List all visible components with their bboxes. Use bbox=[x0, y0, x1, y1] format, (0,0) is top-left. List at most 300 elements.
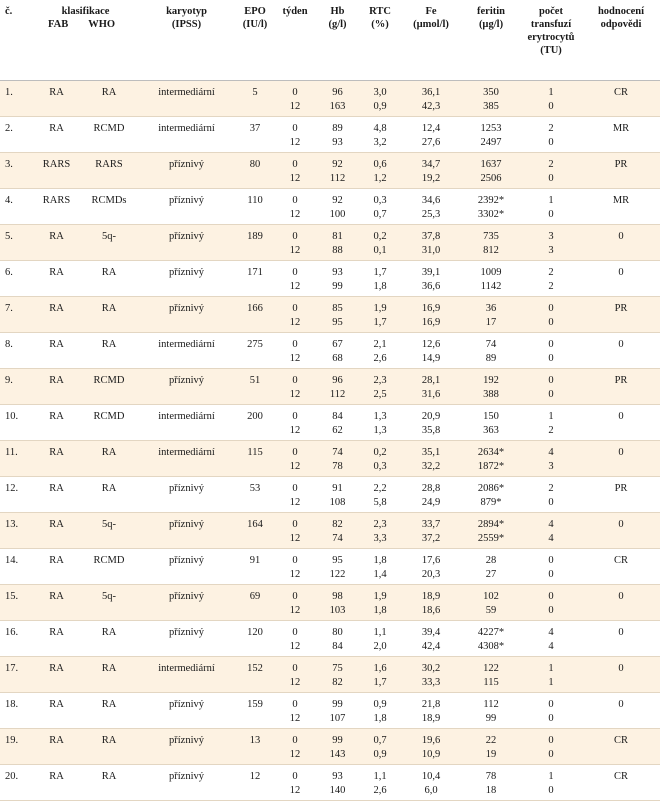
cell-fe-value: 6,0 bbox=[424, 784, 438, 796]
cell-feritin-value: 2559* bbox=[477, 532, 505, 544]
header-fab: FAB bbox=[47, 19, 69, 30]
cell-karyotyp: příznivý bbox=[138, 620, 235, 656]
cell-rtc bbox=[360, 440, 400, 476]
cell-no: 18. bbox=[0, 692, 33, 728]
cell-transfusions bbox=[520, 404, 582, 440]
cell-transfusions-value: 4 bbox=[548, 640, 554, 652]
cell-hb-value: 112 bbox=[329, 388, 346, 400]
cell-tyden-value: 0 bbox=[292, 590, 298, 602]
cell-tyden bbox=[275, 476, 315, 512]
cell-transfusions-value: 3 bbox=[548, 230, 554, 242]
cell-feritin-value: 19 bbox=[485, 748, 497, 760]
cell-hb bbox=[315, 620, 360, 656]
cell-hb-value: 100 bbox=[329, 208, 346, 220]
cell-transfusions bbox=[520, 440, 582, 476]
cell-feritin-value: 879* bbox=[480, 496, 502, 508]
cell-transfusions-value: 0 bbox=[548, 748, 554, 760]
cell-rtc-value: 1,1 bbox=[373, 770, 387, 782]
cell-response: 0 bbox=[582, 260, 660, 296]
cell-hb-value: 108 bbox=[329, 496, 346, 508]
cell-hb-value: 99 bbox=[332, 280, 343, 292]
cell-epo: 164 bbox=[235, 512, 275, 548]
cell-transfusions-value: 1 bbox=[548, 676, 554, 688]
cell-feritin bbox=[462, 476, 520, 512]
cell-rtc bbox=[360, 188, 400, 224]
cell-rtc bbox=[360, 728, 400, 764]
cell-fe bbox=[400, 692, 462, 728]
cell-tyden bbox=[275, 584, 315, 620]
cell-hb-value: 99 bbox=[332, 734, 343, 746]
cell-rtc-value: 2,3 bbox=[373, 374, 387, 386]
cell-hb-value: 93 bbox=[332, 136, 343, 148]
header-row bbox=[0, 0, 660, 80]
cell-hb-value: 103 bbox=[329, 604, 346, 616]
cell-hb bbox=[315, 656, 360, 692]
cell-transfusions bbox=[520, 692, 582, 728]
cell-feritin-value: 17 bbox=[485, 316, 497, 328]
cell-karyotyp: příznivý bbox=[138, 368, 235, 404]
cell-transfusions-value: 1 bbox=[548, 194, 554, 206]
cell-rtc bbox=[360, 152, 400, 188]
cell-transfusions bbox=[520, 188, 582, 224]
cell-response: 0 bbox=[582, 620, 660, 656]
cell-transfusions-value: 0 bbox=[548, 338, 554, 350]
cell-hb bbox=[315, 548, 360, 584]
cell-feritin-value: 78 bbox=[485, 770, 497, 782]
cell-fe bbox=[400, 80, 462, 116]
cell-epo: 51 bbox=[235, 368, 275, 404]
cell-rtc-value: 1,8 bbox=[373, 554, 387, 566]
cell-karyotyp: příznivý bbox=[138, 260, 235, 296]
cell-rtc-value: 2,6 bbox=[373, 352, 387, 364]
cell-rtc bbox=[360, 656, 400, 692]
cell-hb-value: 95 bbox=[332, 316, 343, 328]
cell-tyden-value: 0 bbox=[292, 230, 298, 242]
cell-tyden bbox=[275, 116, 315, 152]
cell-fe bbox=[400, 296, 462, 332]
cell-rtc-value: 1,3 bbox=[373, 424, 387, 436]
cell-rtc bbox=[360, 116, 400, 152]
cell-fe bbox=[400, 656, 462, 692]
cell-karyotyp: intermediární bbox=[138, 332, 235, 368]
cell-rtc bbox=[360, 476, 400, 512]
cell-fab: RA bbox=[33, 692, 80, 728]
cell-feritin bbox=[462, 404, 520, 440]
header-hb: Hb (g/l) bbox=[315, 0, 360, 80]
cell-karyotyp: příznivý bbox=[138, 548, 235, 584]
cell-karyotyp: příznivý bbox=[138, 512, 235, 548]
cell-fab: RA bbox=[33, 764, 80, 800]
cell-fab: RA bbox=[33, 548, 80, 584]
cell-hb-value: 99 bbox=[332, 698, 343, 710]
cell-feritin-value: 2086* bbox=[477, 482, 505, 494]
cell-transfusions-value: 2 bbox=[548, 280, 554, 292]
cell-hb bbox=[315, 368, 360, 404]
cell-epo: 166 bbox=[235, 296, 275, 332]
cell-transfusions-value: 0 bbox=[548, 784, 554, 796]
cell-feritin bbox=[462, 728, 520, 764]
cell-tyden-value: 0 bbox=[292, 122, 298, 134]
cell-tyden bbox=[275, 764, 315, 800]
cell-rtc-value: 1,7 bbox=[373, 316, 387, 328]
cell-tyden-value: 12 bbox=[289, 496, 301, 508]
cell-feritin-value: 89 bbox=[485, 352, 497, 364]
cell-response: PR bbox=[582, 476, 660, 512]
cell-feritin-value: 1009 bbox=[480, 266, 502, 278]
cell-tyden bbox=[275, 152, 315, 188]
cell-feritin bbox=[462, 692, 520, 728]
cell-fe bbox=[400, 332, 462, 368]
cell-no: 10. bbox=[0, 404, 33, 440]
header-karyotyp: karyotyp (IPSS) bbox=[138, 0, 235, 80]
cell-rtc bbox=[360, 368, 400, 404]
cell-epo: 80 bbox=[235, 152, 275, 188]
cell-fe-value: 42,3 bbox=[421, 100, 441, 112]
cell-rtc bbox=[360, 620, 400, 656]
cell-who: RA bbox=[80, 728, 138, 764]
cell-rtc-value: 1,2 bbox=[373, 172, 387, 184]
cell-transfusions bbox=[520, 620, 582, 656]
cell-hb-value: 85 bbox=[332, 302, 343, 314]
cell-hb-value: 96 bbox=[332, 374, 343, 386]
cell-rtc-value: 0,9 bbox=[373, 100, 387, 112]
header-transfusions: počet transfuzí erytrocytů (TU) bbox=[520, 0, 582, 80]
cell-fab: RA bbox=[33, 116, 80, 152]
cell-karyotyp: příznivý bbox=[138, 584, 235, 620]
table-row bbox=[0, 728, 660, 764]
cell-fe bbox=[400, 116, 462, 152]
cell-feritin-value: 735 bbox=[483, 230, 499, 242]
cell-no: 4. bbox=[0, 188, 33, 224]
cell-rtc-value: 1,6 bbox=[373, 662, 387, 674]
cell-tyden-value: 12 bbox=[289, 532, 301, 544]
cell-fe-value: 10,4 bbox=[421, 770, 441, 782]
cell-hb bbox=[315, 332, 360, 368]
cell-fab: RA bbox=[33, 512, 80, 548]
cell-tyden-value: 0 bbox=[292, 86, 298, 98]
cell-who: RA bbox=[80, 476, 138, 512]
cell-hb-value: 84 bbox=[332, 640, 343, 652]
cell-transfusions-value: 0 bbox=[548, 554, 554, 566]
cell-no: 1. bbox=[0, 80, 33, 116]
cell-hb-value: 88 bbox=[332, 244, 343, 256]
table-row bbox=[0, 332, 660, 368]
cell-feritin bbox=[462, 656, 520, 692]
cell-feritin bbox=[462, 584, 520, 620]
cell-karyotyp: příznivý bbox=[138, 152, 235, 188]
cell-fe bbox=[400, 476, 462, 512]
cell-hb-value: 143 bbox=[329, 748, 346, 760]
cell-epo: 152 bbox=[235, 656, 275, 692]
cell-fe-value: 16,9 bbox=[421, 316, 441, 328]
cell-hb-value: 82 bbox=[332, 518, 343, 530]
cell-rtc bbox=[360, 764, 400, 800]
cell-rtc-value: 3,0 bbox=[373, 86, 387, 98]
cell-hb-value: 163 bbox=[329, 100, 346, 112]
cell-feritin-value: 1637 bbox=[480, 158, 502, 170]
cell-no: 7. bbox=[0, 296, 33, 332]
cell-tyden-value: 12 bbox=[289, 100, 301, 112]
cell-feritin-value: 1872* bbox=[477, 460, 505, 472]
cell-feritin bbox=[462, 368, 520, 404]
cell-fe bbox=[400, 224, 462, 260]
cell-hb bbox=[315, 116, 360, 152]
cell-hb-value: 95 bbox=[332, 554, 343, 566]
cell-fe-value: 32,2 bbox=[421, 460, 441, 472]
cell-fe-value: 31,0 bbox=[421, 244, 441, 256]
cell-hb-value: 96 bbox=[332, 86, 343, 98]
cell-no: 8. bbox=[0, 332, 33, 368]
cell-fab: RA bbox=[33, 404, 80, 440]
cell-hb-value: 78 bbox=[332, 460, 343, 472]
cell-fab: RA bbox=[33, 476, 80, 512]
cell-rtc bbox=[360, 260, 400, 296]
cell-who: RCMD bbox=[80, 404, 138, 440]
cell-hb bbox=[315, 224, 360, 260]
cell-tyden-value: 12 bbox=[289, 604, 301, 616]
cell-transfusions bbox=[520, 656, 582, 692]
cell-feritin-value: 74 bbox=[485, 338, 497, 350]
cell-tyden-value: 12 bbox=[289, 208, 301, 220]
cell-feritin bbox=[462, 620, 520, 656]
cell-tyden-value: 0 bbox=[292, 374, 298, 386]
table-row bbox=[0, 584, 660, 620]
cell-rtc bbox=[360, 332, 400, 368]
header-tyden: týden bbox=[275, 0, 315, 80]
cell-rtc-value: 2,2 bbox=[373, 482, 387, 494]
cell-tyden bbox=[275, 224, 315, 260]
cell-epo: 275 bbox=[235, 332, 275, 368]
cell-epo: 110 bbox=[235, 188, 275, 224]
cell-hb bbox=[315, 80, 360, 116]
table-row bbox=[0, 152, 660, 188]
cell-fe-value: 18,9 bbox=[421, 712, 441, 724]
cell-fab: RA bbox=[33, 332, 80, 368]
cell-feritin-value: 99 bbox=[485, 712, 497, 724]
cell-transfusions bbox=[520, 116, 582, 152]
cell-no: 17. bbox=[0, 656, 33, 692]
table-row bbox=[0, 404, 660, 440]
cell-feritin-value: 150 bbox=[483, 410, 499, 422]
cell-rtc-value: 1,8 bbox=[373, 280, 387, 292]
table-row bbox=[0, 80, 660, 116]
cell-feritin-value: 22 bbox=[485, 734, 497, 746]
cell-fe-value: 39,4 bbox=[421, 626, 441, 638]
cell-rtc bbox=[360, 80, 400, 116]
cell-response: PR bbox=[582, 152, 660, 188]
cell-tyden-value: 12 bbox=[289, 352, 301, 364]
cell-transfusions-value: 2 bbox=[548, 424, 554, 436]
cell-fe-value: 25,3 bbox=[421, 208, 441, 220]
cell-fe-value: 35,1 bbox=[421, 446, 441, 458]
cell-tyden-value: 0 bbox=[292, 410, 298, 422]
table-row bbox=[0, 368, 660, 404]
cell-rtc-value: 1,8 bbox=[373, 604, 387, 616]
cell-feritin-value: 2634* bbox=[477, 446, 505, 458]
cell-tyden-value: 0 bbox=[292, 662, 298, 674]
header-fe: Fe (µmol/l) bbox=[400, 0, 462, 80]
cell-feritin-value: 27 bbox=[485, 568, 497, 580]
cell-fe-value: 30,2 bbox=[421, 662, 441, 674]
cell-transfusions-value: 2 bbox=[548, 158, 554, 170]
cell-tyden bbox=[275, 512, 315, 548]
cell-karyotyp: intermediární bbox=[138, 80, 235, 116]
cell-rtc bbox=[360, 224, 400, 260]
cell-fe-value: 36,6 bbox=[421, 280, 441, 292]
cell-fab: RA bbox=[33, 656, 80, 692]
cell-tyden bbox=[275, 620, 315, 656]
cell-epo: 189 bbox=[235, 224, 275, 260]
cell-epo: 37 bbox=[235, 116, 275, 152]
cell-tyden-value: 12 bbox=[289, 280, 301, 292]
header-epo: EPO (IU/l) bbox=[235, 0, 275, 80]
cell-transfusions-value: 2 bbox=[548, 266, 554, 278]
cell-hb bbox=[315, 692, 360, 728]
cell-fab: RA bbox=[33, 584, 80, 620]
cell-fab: RA bbox=[33, 368, 80, 404]
cell-transfusions bbox=[520, 728, 582, 764]
cell-transfusions-value: 2 bbox=[548, 122, 554, 134]
cell-tyden-value: 12 bbox=[289, 748, 301, 760]
cell-tyden-value: 0 bbox=[292, 554, 298, 566]
cell-transfusions bbox=[520, 548, 582, 584]
cell-rtc-value: 2,3 bbox=[373, 518, 387, 530]
cell-rtc-value: 0,3 bbox=[373, 460, 387, 472]
cell-tyden bbox=[275, 548, 315, 584]
cell-transfusions bbox=[520, 368, 582, 404]
cell-transfusions-value: 0 bbox=[548, 316, 554, 328]
cell-response: CR bbox=[582, 80, 660, 116]
cell-feritin-value: 1142 bbox=[480, 280, 502, 292]
cell-hb-value: 93 bbox=[332, 266, 343, 278]
cell-feritin bbox=[462, 296, 520, 332]
cell-fe-value: 33,7 bbox=[421, 518, 441, 530]
cell-hb-value: 67 bbox=[332, 338, 343, 350]
cell-fe-value: 33,3 bbox=[421, 676, 441, 688]
header-who: WHO bbox=[88, 19, 116, 30]
cell-fab: RARS bbox=[33, 152, 80, 188]
cell-rtc-value: 1,7 bbox=[373, 266, 387, 278]
cell-tyden-value: 0 bbox=[292, 626, 298, 638]
cell-feritin bbox=[462, 332, 520, 368]
cell-hb bbox=[315, 188, 360, 224]
cell-feritin bbox=[462, 116, 520, 152]
cell-who: RA bbox=[80, 692, 138, 728]
cell-tyden-value: 0 bbox=[292, 158, 298, 170]
cell-fab: RA bbox=[33, 728, 80, 764]
table-row bbox=[0, 440, 660, 476]
cell-fe-value: 19,6 bbox=[421, 734, 441, 746]
cell-tyden-value: 12 bbox=[289, 424, 301, 436]
cell-transfusions-value: 0 bbox=[548, 496, 554, 508]
cell-epo: 12 bbox=[235, 764, 275, 800]
cell-no: 19. bbox=[0, 728, 33, 764]
cell-fe bbox=[400, 188, 462, 224]
cell-no: 13. bbox=[0, 512, 33, 548]
table-row bbox=[0, 116, 660, 152]
table-row bbox=[0, 620, 660, 656]
cell-who: RA bbox=[80, 80, 138, 116]
cell-transfusions bbox=[520, 296, 582, 332]
cell-transfusions bbox=[520, 584, 582, 620]
table-row bbox=[0, 260, 660, 296]
cell-tyden-value: 12 bbox=[289, 244, 301, 256]
cell-rtc bbox=[360, 512, 400, 548]
cell-fe bbox=[400, 404, 462, 440]
table-row bbox=[0, 764, 660, 800]
cell-hb-value: 92 bbox=[332, 194, 343, 206]
cell-tyden-value: 0 bbox=[292, 734, 298, 746]
cell-fe-value: 28,1 bbox=[421, 374, 441, 386]
cell-who: 5q- bbox=[80, 224, 138, 260]
cell-no: 5. bbox=[0, 224, 33, 260]
cell-fe bbox=[400, 440, 462, 476]
cell-tyden bbox=[275, 656, 315, 692]
table-row bbox=[0, 512, 660, 548]
cell-who: 5q- bbox=[80, 512, 138, 548]
cell-who: RA bbox=[80, 656, 138, 692]
cell-no: 9. bbox=[0, 368, 33, 404]
cell-fe bbox=[400, 584, 462, 620]
cell-feritin-value: 112 bbox=[483, 698, 499, 710]
cell-rtc bbox=[360, 404, 400, 440]
cell-feritin-value: 2506 bbox=[480, 172, 502, 184]
cell-response: CR bbox=[582, 548, 660, 584]
cell-tyden-value: 12 bbox=[289, 784, 301, 796]
cell-response: 0 bbox=[582, 224, 660, 260]
cell-feritin bbox=[462, 548, 520, 584]
cell-rtc-value: 0,9 bbox=[373, 698, 387, 710]
cell-tyden-value: 0 bbox=[292, 266, 298, 278]
cell-response: 0 bbox=[582, 656, 660, 692]
cell-fe-value: 10,9 bbox=[421, 748, 441, 760]
cell-tyden-value: 0 bbox=[292, 302, 298, 314]
cell-rtc bbox=[360, 548, 400, 584]
cell-response: 0 bbox=[582, 512, 660, 548]
cell-tyden-value: 0 bbox=[292, 194, 298, 206]
cell-transfusions-value: 0 bbox=[548, 388, 554, 400]
cell-hb bbox=[315, 440, 360, 476]
cell-no: 16. bbox=[0, 620, 33, 656]
cell-karyotyp: příznivý bbox=[138, 224, 235, 260]
cell-fab: RA bbox=[33, 296, 80, 332]
cell-epo: 91 bbox=[235, 548, 275, 584]
cell-transfusions-value: 4 bbox=[548, 532, 554, 544]
cell-feritin-value: 18 bbox=[485, 784, 497, 796]
cell-tyden-value: 12 bbox=[289, 172, 301, 184]
cell-feritin-value: 1253 bbox=[480, 122, 502, 134]
cell-tyden-value: 12 bbox=[289, 136, 301, 148]
cell-tyden-value: 0 bbox=[292, 518, 298, 530]
cell-rtc-value: 2,5 bbox=[373, 388, 387, 400]
cell-hb-value: 98 bbox=[332, 590, 343, 602]
cell-transfusions-value: 1 bbox=[548, 410, 554, 422]
cell-epo: 120 bbox=[235, 620, 275, 656]
table-body bbox=[0, 80, 660, 800]
cell-no: 15. bbox=[0, 584, 33, 620]
cell-transfusions-value: 3 bbox=[548, 244, 554, 256]
cell-rtc-value: 0,7 bbox=[373, 734, 387, 746]
cell-fe-value: 16,9 bbox=[421, 302, 441, 314]
cell-tyden bbox=[275, 80, 315, 116]
cell-tyden bbox=[275, 692, 315, 728]
cell-tyden-value: 0 bbox=[292, 338, 298, 350]
cell-feritin-value: 102 bbox=[483, 590, 499, 602]
cell-fe bbox=[400, 764, 462, 800]
cell-epo: 115 bbox=[235, 440, 275, 476]
cell-response: PR bbox=[582, 368, 660, 404]
cell-tyden bbox=[275, 188, 315, 224]
